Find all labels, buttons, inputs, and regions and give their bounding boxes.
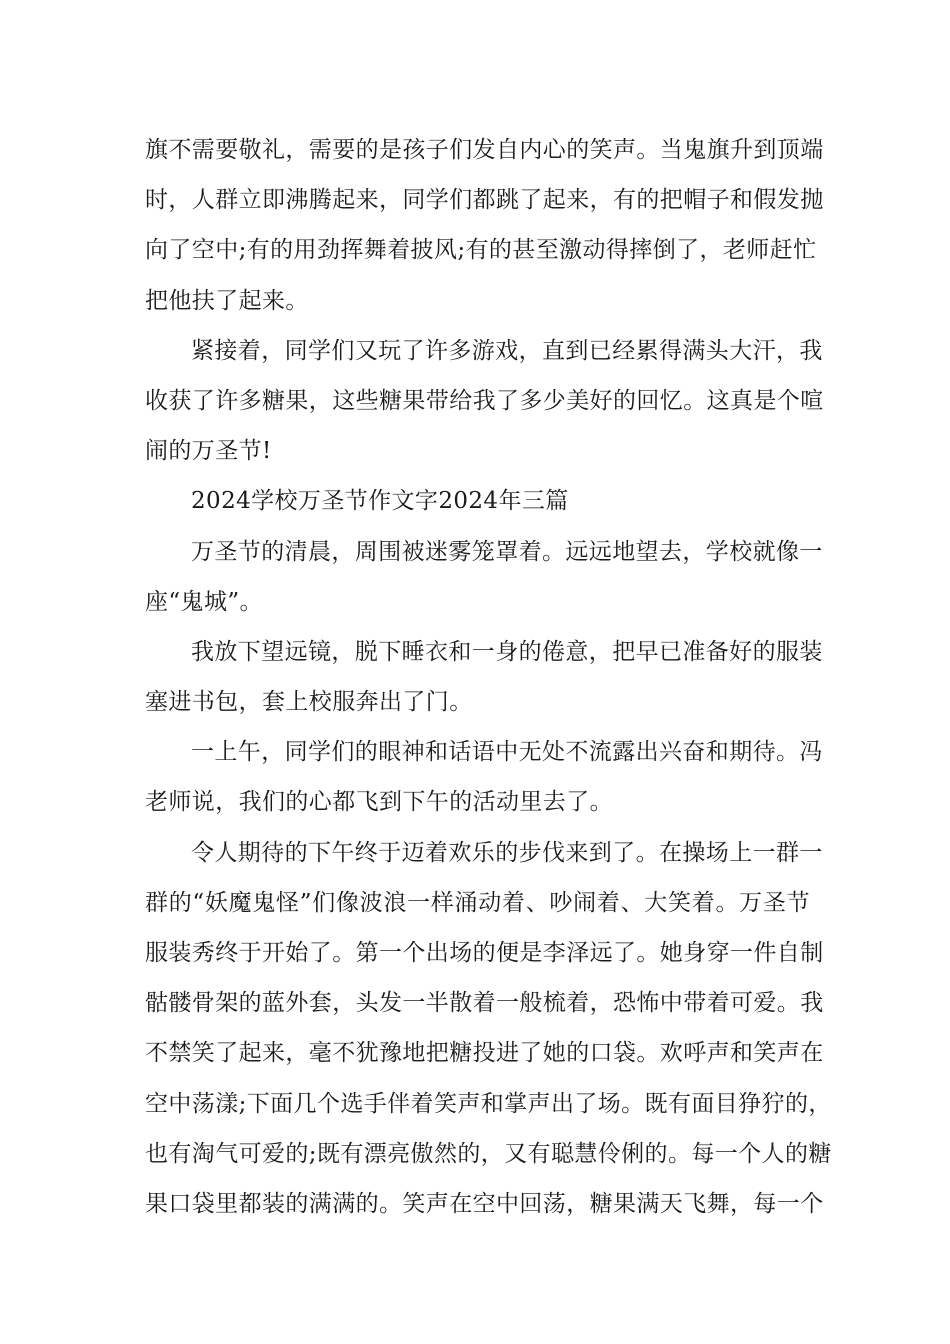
text-line: 老师说，我们的心都飞到下午的活动里去了。: [145, 789, 613, 816]
text-line: 令人期待的下午终于迈着欢乐的步伐来到了。在操场上一群一: [191, 839, 823, 866]
text-line: 闹的万圣节!: [145, 438, 272, 465]
text-line: 空中荡漾;下面几个选手伴着笑声和掌声出了场。既有面目狰狞的，: [145, 1090, 832, 1117]
text-line: 一上午，同学们的眼神和话语中无处不流露出兴奋和期待。冯: [191, 739, 823, 766]
text-line: 不禁笑了起来，毫不犹豫地把糖投进了她的口袋。欢呼声和笑声在: [145, 1040, 824, 1067]
text-line: 2024学校万圣节作文字2024年三篇: [191, 488, 569, 515]
text-line: 骷髅骨架的蓝外套，头发一半散着一般梳着，恐怖中带着可爱。我: [145, 990, 824, 1017]
document-body-text: [145, 125, 832, 1229]
text-line: 收获了许多糖果，这些糖果带给我了多少美好的回忆。这真是个喧: [145, 387, 824, 414]
text-line: 紧接着，同学们又玩了许多游戏，直到已经累得满头大汗，我: [191, 337, 823, 364]
text-line: 也有淘气可爱的;既有漂亮傲然的，又有聪慧伶俐的。每一个人的糖: [145, 1140, 832, 1167]
text-line: 时，人群立即沸腾起来，同学们都跳了起来，有的把帽子和假发抛: [145, 187, 824, 214]
text-line: 我放下望远镜，脱下睡衣和一身的倦意，把早已准备好的服装: [191, 638, 823, 665]
text-line: 群的“妖魔鬼怪”们像波浪一样涌动着、吵闹着、大笑着。万圣节: [145, 889, 810, 916]
text-line: 座“鬼城”。: [145, 588, 263, 615]
text-line: 塞进书包，套上校服奔出了门。: [145, 689, 473, 716]
text-line: 万圣节的清晨，周围被迷雾笼罩着。远远地望去，学校就像一: [191, 538, 823, 565]
text-line: 向了空中;有的用劲挥舞着披风;有的甚至激动得摔倒了，老师赶忙: [145, 237, 817, 264]
text-line: 果口袋里都装的满满的。笑声在空中回荡，糖果满天飞舞，每一个: [145, 1190, 824, 1217]
text-line: 旗不需要敬礼，需要的是孩子们发自内心的笑声。当鬼旗升到顶端: [145, 137, 824, 163]
text-line: 服装秀终于开始了。第一个出场的便是李泽远了。她身穿一件自制: [145, 940, 824, 966]
text-line: 把他扶了起来。: [145, 287, 309, 314]
